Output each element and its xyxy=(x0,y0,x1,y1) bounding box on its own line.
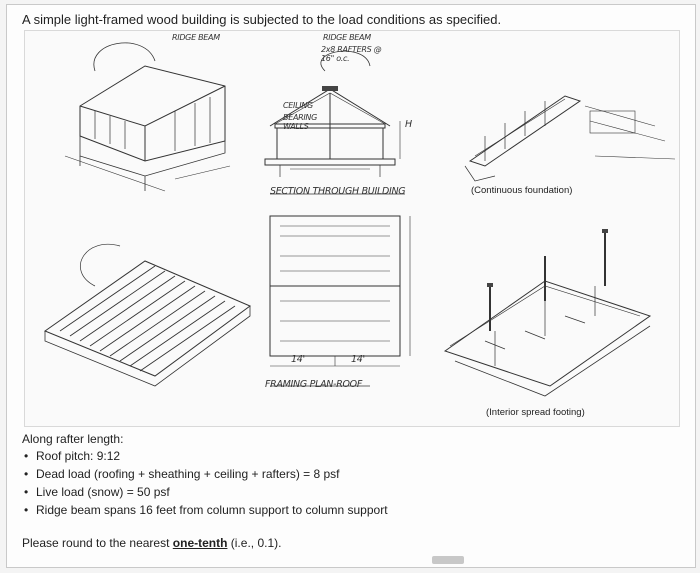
specs-list xyxy=(22,449,682,518)
bullet-icon: • xyxy=(24,485,29,499)
sketch-label-section: SECTION THROUGH BUILDING xyxy=(270,186,406,197)
specs-intro: Along rafter length: xyxy=(22,432,124,446)
sketch-label-ridge-left: RIDGE BEAM xyxy=(172,33,220,42)
horizontal-scrollbar-thumb[interactable] xyxy=(432,556,464,564)
load-specs xyxy=(22,432,682,521)
round-emphasis: one-tenth xyxy=(172,536,228,550)
spec-item-live-load xyxy=(24,485,682,500)
bullet-icon: • xyxy=(24,449,29,463)
sketch-label-ridge: RIDGE BEAM xyxy=(323,33,371,42)
structural-figure xyxy=(24,30,680,427)
sketch-label-bearing: BEARING WALLS xyxy=(283,113,318,131)
spec-text: Ridge beam spans 16 feet from column support to column support xyxy=(36,503,388,517)
sketch-label-framing-plan: FRAMING PLAN-ROOF xyxy=(265,379,363,390)
figure-sketch xyxy=(25,31,679,426)
sketch-dim-14a: 14' xyxy=(291,354,305,365)
round-prefix: Please round to the nearest xyxy=(22,536,173,550)
spec-item-dead-load xyxy=(24,467,682,482)
sketch-label-h: H xyxy=(405,119,412,130)
bullet-icon: • xyxy=(24,467,29,481)
sketch-dim-14b: 14' xyxy=(351,354,365,365)
spec-text: Roof pitch: 9:12 xyxy=(36,449,121,463)
spec-text: Dead load (roofing + sheathing + ceiling + rafters) = 8 psf xyxy=(36,467,340,481)
round-suffix: (i.e., 0.1). xyxy=(227,536,282,550)
spec-item-roof-pitch xyxy=(24,449,682,464)
spec-item-ridge-span xyxy=(24,503,682,518)
caption-interior-spread-footing: (Interior spread footing) xyxy=(486,407,585,418)
sketch-label-ceiling: CEILING xyxy=(283,101,313,110)
bullet-icon: • xyxy=(24,503,29,517)
caption-continuous-foundation: (Continuous foundation) xyxy=(471,185,573,196)
question-title: A simple light-framed wood building is subjected to the load conditions as specified. xyxy=(22,12,502,27)
rounding-instruction xyxy=(22,536,281,550)
spec-text: Live load (snow) = 50 psf xyxy=(36,485,170,499)
sketch-label-rafters: 2x8 RAFTERS @ 16" o.c. xyxy=(321,45,382,63)
